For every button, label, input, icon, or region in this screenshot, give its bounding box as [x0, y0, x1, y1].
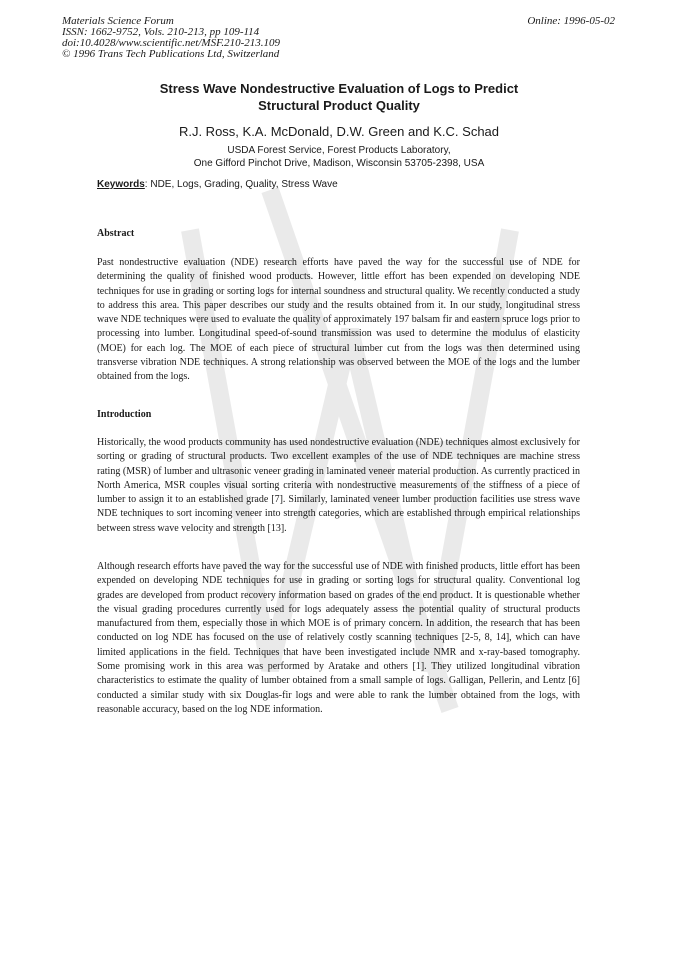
journal-name: Materials Science Forum [62, 15, 174, 27]
affiliation-line-1: USDA Forest Service, Forest Products Laboratory, [227, 145, 451, 156]
affiliation-line-2: One Gifford Pinchot Drive, Madison, Wisconsin 53705-2398, USA [193, 157, 485, 169]
title-line-2: Structural Product Quality [258, 98, 420, 113]
publication-info [62, 16, 280, 60]
title-line-1: Stress Wave Nondestructive Evaluation of Logs to Predict [159, 81, 519, 96]
paper-title [0, 80, 678, 114]
abstract-heading: Abstract [97, 228, 135, 239]
abstract-text: Past nondestructive evaluation (NDE) research efforts have paved the way for the successful use of NDE for determining the quality of finished wood products. However, little effort has been expended on developing NDE techniques for use in grading or sorting logs for internal soundness and structural quality. We recently conducted a study to address this area. This paper describes our study and the results obtained from it. In our study, longitudinal stress wave NDE techniques were used to evaluate the quality of approximately 197 balsam fir and eastern spruce logs prior to processing into lumber. Longitudinal speed-of-sound transmission was used to determine the modulus of elasticity (MOE) for each log. The MOE of each piece of structural lumber cut from the logs was then determined using transverse vibration NDE techniques. A strong relationship was observed between the MOE of the logs and the lumber obtained from the logs. [97, 257, 580, 383]
introduction-heading: Introduction [97, 409, 152, 420]
keywords [97, 179, 338, 191]
issn-line: ISSN: 1662-9752, Vols. 210-213, pp 109-114 [62, 26, 260, 38]
affiliation [0, 145, 678, 170]
online-date: Online: 1996-05-02 [527, 15, 615, 27]
introduction-paragraph-2: Although research efforts have paved the way for the successful use of NDE with finished products, little effort has been expended on developing NDE techniques for use in grading or sorting logs for structural quality. Conventional log grades are developed from product recovery information based on grades of the end product. It is questionable whether the visual grading procedures currently used for logs adequately assess the potential quality of structural products manufactured from them, especially those in which MOE is of primary concern. In addition, the research that has been conducted on log NDE has focused on the use of relatively costly scanning techniques [2-5, 8, 14], which can have limited applications in the field. Techniques that have been investigated include NMR and x-ray-based tomography. Some promising work in this area was performed by Aratake and others [1]. They utilized longitudinal vibration characteristics to estimate the quality of lumber obtained from a small sample of logs. Galligan, Pellerin, and Lentz [6] conducted a similar study with six Douglas-fir logs and were able to rank the lumber obtained from the logs, with reasonable accuracy, based on the log NDE information. [97, 561, 580, 715]
keywords-list: : NDE, Logs, Grading, Quality, Stress Wave [144, 179, 338, 190]
keywords-label: Keywords [97, 179, 145, 190]
doi-line: doi:10.4028/www.scientific.net/MSF.210-213.109 [62, 37, 281, 49]
copyright-line: © 1996 Trans Tech Publications Ltd, Switzerland [62, 48, 280, 60]
author-list: R.J. Ross, K.A. McDonald, D.W. Green and K.C. Schad [178, 124, 500, 139]
introduction-paragraph-1: Historically, the wood products community has used nondestructive evaluation (NDE) techniques almost exclusively for sorting or grading of structural products. Two excellent examples of the use of NDE techniques are machine stress rating (MSR) of lumber and ultrasonic veneer grading in laminated veneer material production. As currently practiced in North America, MSR couples visual sorting criteria with nondestructive measurements of the stiffness of a piece of lumber to assign it to an established grade [7]. Similarly, laminated veneer lumber production facilities use stress wave NDE techniques to sort incoming veneer into strength categories, which are established through empirical relationships between stress wave velocity and strength [13]. [97, 437, 580, 534]
